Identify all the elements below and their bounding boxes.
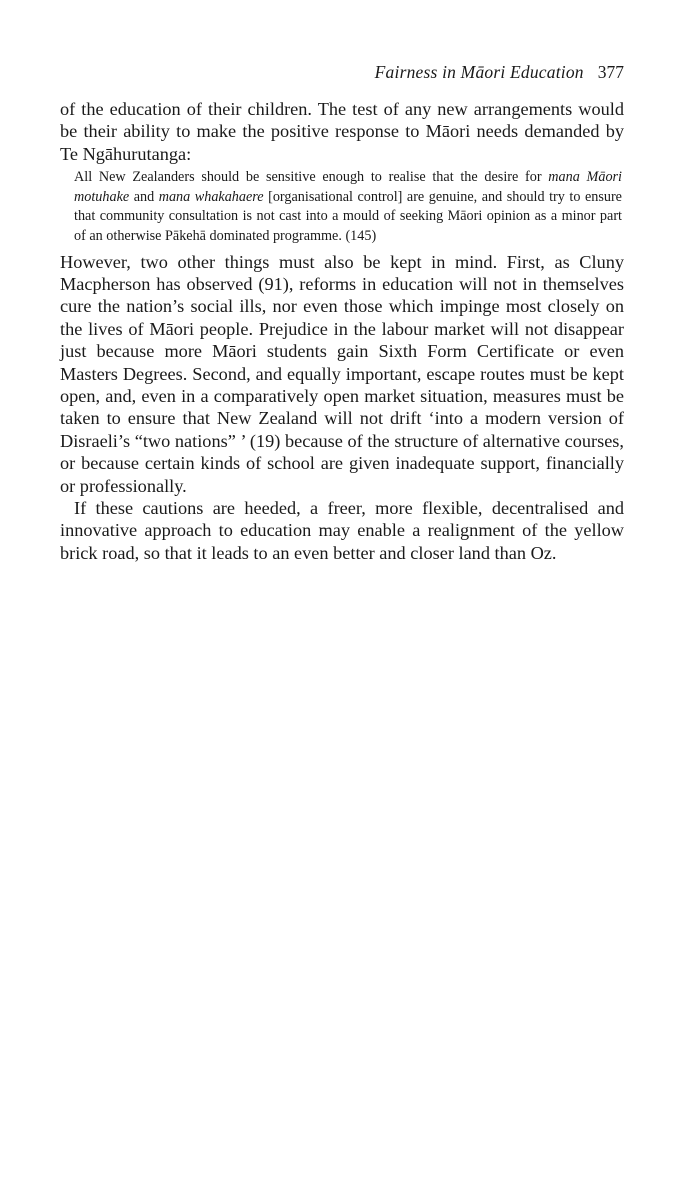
quote-italic-2: mana whakahaere — [158, 188, 264, 205]
body-text — [60, 98, 624, 564]
quote-italic-1: mana Māori motuhake — [74, 169, 623, 205]
paragraph-2: However, two other things must also be kept in mind. First, as Cluny Macpherson has observed (91), reforms in education will not in themselves cure the nation’s social ills, nor even those which impinge most closely on the lives of Māori people. Prejudice in the labour market will not disappear just because more Māori students gain Sixth Form Certificate or even Masters Degrees. Second, and equally important, escape routes must be kept open, and, even in a comparatively open market situation, measures must be taken to ensure that New Zealand will not drift ‘into a modern version of Disraeli’s “two nations” ’ (19) because of the structure of alternative courses, or because certain kinds of school are given inadequate support, financially or professionally. — [60, 251, 624, 496]
quote-text-3: [organisational control] are genuine, and should try to ensure that community consultation is not cast into a mould of seeking Māori opinion as a minor part of an otherwise Pākehā dominated programme. (145) — [74, 188, 622, 244]
running-head-title: Fairness in Māori Education — [374, 62, 584, 82]
paragraph-1: of the education of their children. The test of any new arrangements would be their ability to make the positive response to Māori needs demanded by Te Ngāhurutanga: — [60, 99, 624, 164]
quote-text-1: All New Zealanders should be sensitive enough to realise that the desire for — [74, 169, 549, 186]
paragraph-3: If these cautions are heeded, a freer, more flexible, decentralised and innovative approach to education may enable a realignment of the yellow brick road, so that it leads to an even better and closer land than Oz. — [60, 498, 624, 563]
page-number: 377 — [597, 62, 624, 82]
block-quote — [74, 168, 622, 246]
running-head — [375, 62, 624, 83]
quote-text-2: and — [129, 188, 159, 205]
